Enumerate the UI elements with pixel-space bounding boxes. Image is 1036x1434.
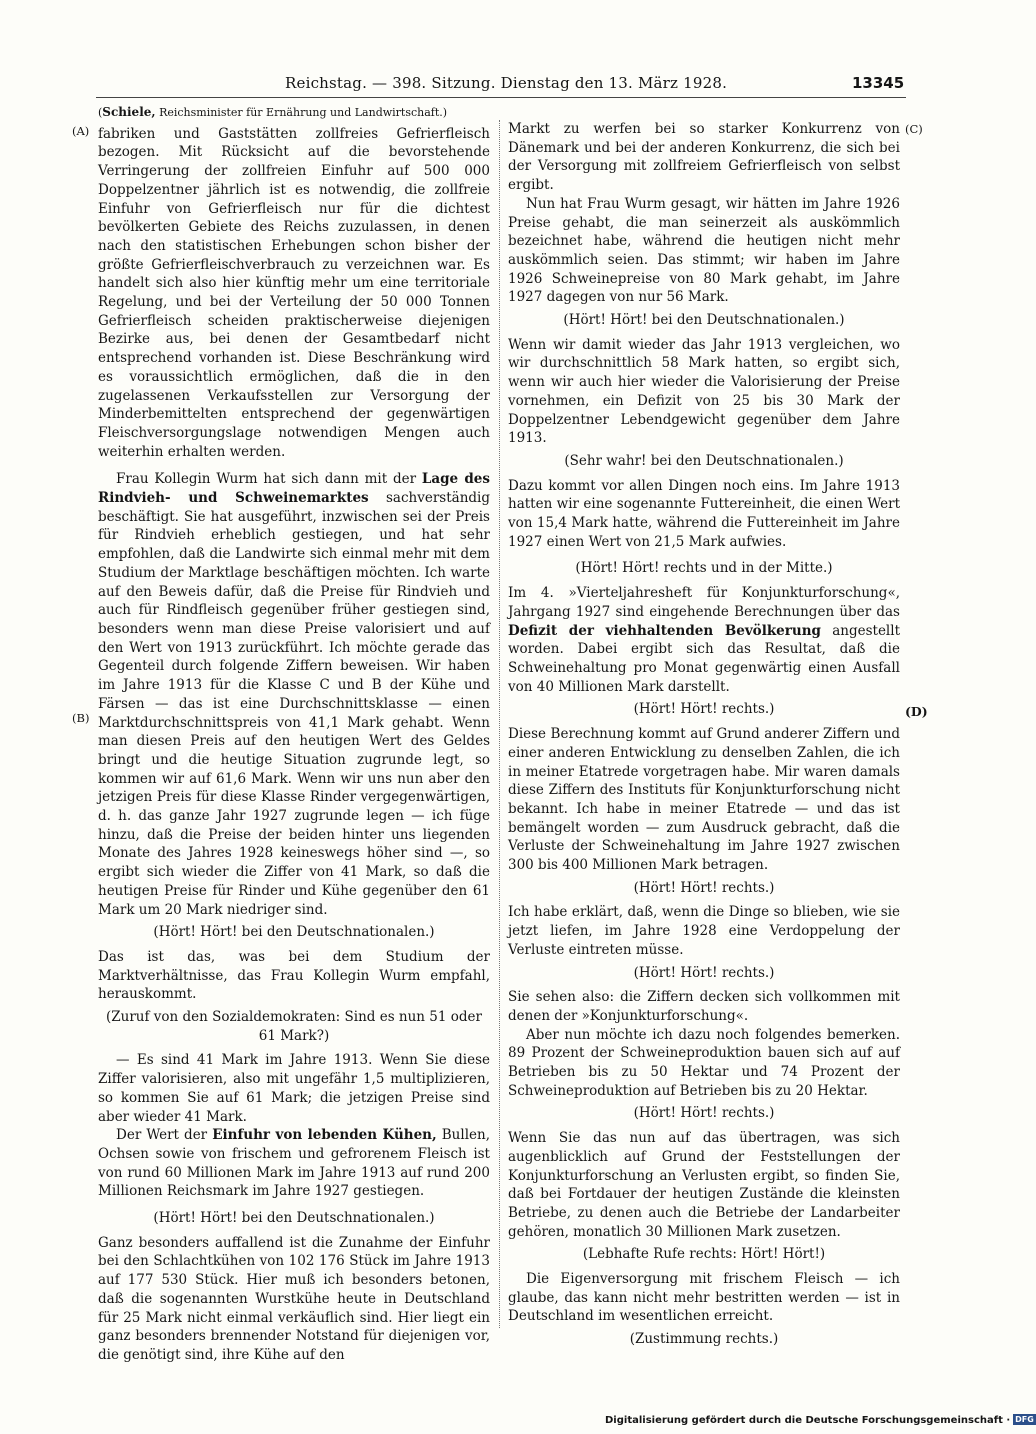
interjection: (Zustimmung rechts.)	[629, 1331, 779, 1348]
interjection: (Hört! Hört! rechts.)	[633, 701, 775, 718]
interjection: (Sehr wahr! bei den Deutschnationalen.)	[564, 452, 844, 469]
emphasis: Lage des Rindvieh- und Schweinemarktes	[98, 471, 490, 507]
paragraph: Wenn wir damit wieder das Jahr 1913 vergleichen, wo wir durchschnittlich 58 Mark hatten, so ergibt sich, wenn wir auch hier wieder die Valorisierung der Preise vornehmen, ein Defizit von 25 bis 30 Mark der Doppelzentner Lebendgewicht gegenüber dem Jahre 1913.	[508, 336, 900, 447]
speaker-line: (Schiele, Reichsminister für Ernährung und Landwirtschaft.)	[98, 105, 448, 119]
paragraph: Im 4. »Vierteljahresheft für Konjunkturforschung«, Jahrgang 1927 sind eingehende Berechnungen über das Defizit der viehhaltenden Bevölkerung angestellt worden. Dabei ergibt sich das Resultat, daß die Schweinehaltung pro Monat gegenwärtig einen Ausfall von 40 Millionen Mark darstellt.	[508, 585, 900, 695]
interjection: (Zuruf von den Sozialdemokraten: Sind es nun 51 oder 61 Mark?)	[106, 1009, 482, 1044]
funding-footer: Digitalisierung gefördert durch die Deutsche Forschungsgemeinschaft · DFG	[605, 1415, 1034, 1426]
speaker-name: Schiele,	[102, 105, 156, 119]
margin-marker-a: (A)	[72, 124, 90, 138]
interjection: (Hört! Hört! bei den Deutschnationalen.)	[153, 1210, 435, 1227]
interjection: (Hört! Hört! rechts.)	[633, 1105, 775, 1122]
paragraph: Sie sehen also: die Ziffern decken sich vollkommen mit denen der »Konjunkturforschung«.	[508, 989, 900, 1024]
paragraph: Nun hat Frau Wurm gesagt, wir hätten im Jahre 1926 Preise gehabt, die man seinerzeit als auskömmlich bezeichnet habe, während die heutigen nicht mehr auskömmlich seien. Das stimmt; wir haben im Jahre 1926 Schweinepreise von 80 Mark gehabt, im Jahre 1927 dagegen von nur 56 Mark.	[508, 195, 900, 306]
dfg-logo-icon: DFG	[1015, 1415, 1034, 1424]
paragraph: Die Eigenversorgung mit frischem Fleisch — ich glaube, das kann nicht mehr bestritten werden — ist in Deutschland im wesentlichen erreicht.	[508, 1271, 900, 1325]
page-number: 13345	[852, 74, 905, 92]
margin-marker-d: (D)	[905, 704, 928, 719]
interjection: (Lebhafte Rufe rechts: Hört! Hört!)	[582, 1246, 826, 1263]
paragraph: Markt zu werfen bei so starker Konkurrenz von Dänemark und bei der anderen Konkurrenz, die sich bei der Versorgung mit zollfreiem Gefrierfleisch von selbst ergibt.	[508, 121, 900, 194]
paragraph: Das ist das, was bei dem Studium der Marktverhältnisse, das Frau Kollegin Wurm empfahl, herauskommt.	[98, 948, 490, 1003]
interjection: (Hört! Hört! rechts.)	[633, 964, 775, 981]
column-divider	[499, 120, 500, 1328]
interjection: (Hört! Hört! bei den Deutschnationalen.)	[153, 924, 435, 941]
interjection: (Hört! Hört! rechts und in der Mitte.)	[575, 560, 833, 577]
margin-marker-b: (B)	[72, 711, 90, 725]
speaker-role: Reichsminister für Ernährung und Landwirtschaft.	[159, 106, 443, 119]
margin-marker-c: (C)	[905, 122, 923, 136]
paragraph: Wenn Sie das nun auf das übertragen, was sich augenblicklich auf Grund der Feststellungen der Konjunkturforschung an Verlusten ergibt, so finden Sie, daß bei Fortdauer der heutigen Zustände die kleinsten Betriebe, zu denen auch die Betriebe der Landarbeiter gehören, monatlich 30 Millionen Mark zusetzen.	[508, 1130, 900, 1240]
paragraph: Diese Berechnung kommt auf Grund anderer Ziffern und einer anderen Entwicklung zu denselben Zahlen, die ich in meiner Etatrede vorgetragen habe. Mir waren damals diese Ziffern des Instituts für Konjunkturforschung nicht bekannt. Ich habe in meiner Etatrede — und das ist bemängelt worden — zum Ausdruck gebracht, daß die Verluste der Schweinehaltung im Jahre 1927 zwischen 300 bis 400 Millionen Mark betragen.	[508, 726, 900, 874]
paragraph: — Es sind 41 Mark im Jahre 1913. Wenn Sie diese Ziffer valorisieren, also mit ungefähr 1,5 multiplizieren, so kommen Sie auf 61 Mark; die jetzigen Preise sind aber wieder 41 Mark.	[98, 1052, 490, 1125]
header-rule	[96, 97, 906, 98]
paragraph: fabriken und Gaststätten zollfreies Gefrierfleisch bezogen. Mit Rücksicht auf die bevorstehende Verringerung der zollfreien Einfuhr auf 500 000 Doppelzentner jährlich ist es notwendig, die zollfreie Einfuhr von Gefrierfleisch nur für die dichtest bevölkerten Gebiete des Reichs zuzulassen, in denen nach den statistischen Erhebungen schon bisher der größte Gefrierfleischverbrauch zu verzeichnen war. Es handelt sich also hier künftig mehr um eine territoriale Regelung, und bei der Verteilung der 50 000 Tonnen Gefrierfleisch scheiden praktischerweise diejenigen Bezirke aus, bei denen der Gesamtbedarf nicht entsprechend vorhanden ist. Diese Beschränkung wird es voraussichtlich ermöglichen, daß die in den zugelassenen Verkaufsstellen zur Versorgung der Minderbemittelten entsprechend der gegenwärtigen Fleischversorgungslage notwendigen Mengen auch weiterhin erhalten werden.	[98, 125, 490, 460]
paragraph: Ganz besonders auffallend ist die Zunahme der Einfuhr bei den Schlachtkühen von 102 176 Stück im Jahre 1913 auf 177 530 Stück. Hier muß ich besonders betonen, daß die sogenannten Wurstkühe heute in Deutschland für 25 Mark nicht einmal verkäuflich sind. Hier liegt ein ganz besonders brennender Notstand für diejenigen vor, die genötigt sind, ihre Kühe auf den	[98, 1234, 490, 1363]
running-header: Reichstag. — 398. Sitzung. Dienstag den 13. März 1928.	[285, 74, 728, 92]
paragraph: Aber nun möchte ich dazu noch folgendes bemerken. 89 Prozent der Schweineproduktion bauen sich auf auf Betrieben bis zu 50 Hektar und 74 Prozent der Schweineproduktion auf Betrieben bis zu 20 Hektar.	[508, 1026, 900, 1099]
interjection: (Hört! Hört! bei den Deutschnationalen.)	[563, 312, 845, 329]
paragraph: Dazu kommt vor allen Dingen noch eins. Im Jahre 1913 hatten wir eine sogenannte Futtereinheit, die einen Wert von 15,4 Mark hatte, während die Futtereinheit im Jahre 1927 einen Wert von 21,5 Mark aufwies.	[508, 477, 900, 550]
paragraph: Der Wert der Einfuhr von lebenden Kühen, Bullen, Ochsen sowie von frischem und gefrorenem Fleisch ist von rund 60 Millionen Mark im Jahre 1913 auf rund 200 Millionen Reichsmark im Jahre 1927 gestiegen.	[98, 1127, 490, 1200]
paragraph: Ich habe erklärt, daß, wenn die Dinge so blieben, wie sie jetzt liefen, im Jahre 1928 eine Verdoppelung der Verluste eintreten müsse.	[508, 904, 900, 958]
interjection: (Hört! Hört! rechts.)	[633, 879, 775, 896]
emphasis: Defizit der viehhaltenden Bevölkerung	[508, 622, 821, 639]
paragraph: Frau Kollegin Wurm hat sich dann mit der Lage des Rindvieh- und Schweinemarktes sachverständig beschäftigt. Sie hat ausgeführt, inzwischen sei der Preis für Rindvieh erheblich gestiegen, und hat sehr empfohlen, daß die Landwirte sich einmal mehr mit dem Studium der Marktlage beschäftigen möchten. Ich warte auf den Beweis dafür, daß die Preise für Rindvieh und auch für Rindfleisch gegenüber früher gestiegen sind, besonders wenn man diese Preise valorisiert und auf den Wert von 1913 zurückführt. Ich möchte gerade das Gegenteil durch folgende Ziffern beweisen. Wir haben im Jahre 1913 für die Klasse C und B der Kühe und Färsen — das ist eine Durchschnittsklasse — einen Marktdurchschnittspreis von 41,1 Mark gehabt. Wenn man diesen Preis auf den heutigen Wert des Geldes bringt und die heutige Situation zugrunde legt, so kommen wir auf 61,6 Mark. Wenn wir uns nun aber den jetzigen Preis für diese Klasse Rinder vergegenwärtigen, d. h. das ganze Jahr 1927 zugrunde legen — ich füge hinzu, daß die Preise der beiden hinter uns liegenden Monate des Jahres 1928 keineswegs höher sind —, so ergibt sich wieder die Ziffer von 41 Mark, so daß die heutigen Preise für Rinder und Kühe gegenüber den 61 Mark um 20 Mark niedriger sind.	[98, 471, 490, 918]
footer-text: Digitalisierung gefördert durch die Deutsche Forschungsgemeinschaft	[605, 1415, 1003, 1426]
left-column	[98, 103, 490, 1365]
emphasis: Einfuhr von lebenden Kühen,	[212, 1127, 437, 1144]
right-column	[508, 103, 900, 1355]
